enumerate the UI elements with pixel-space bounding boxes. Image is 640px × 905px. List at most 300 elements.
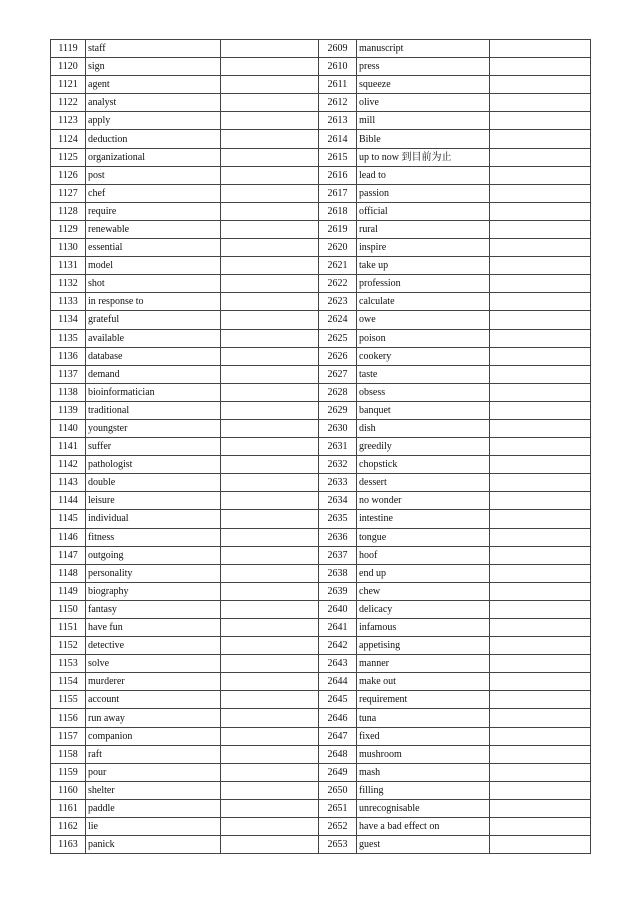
left-word-cell: double <box>86 474 221 492</box>
right-word-cell: owe <box>357 311 490 329</box>
right-number-cell: 2639 <box>319 582 357 600</box>
left-word-cell: shelter <box>86 781 221 799</box>
table-row <box>51 637 591 655</box>
right-word-cell: guest <box>357 836 490 854</box>
left-blank-cell <box>221 691 319 709</box>
left-word-cell: traditional <box>86 401 221 419</box>
right-word-cell: mash <box>357 763 490 781</box>
right-word-cell: fixed <box>357 727 490 745</box>
right-number-cell: 2617 <box>319 184 357 202</box>
left-number-cell: 1123 <box>51 112 86 130</box>
table-row <box>51 691 591 709</box>
left-number-cell: 1131 <box>51 257 86 275</box>
right-number-cell: 2620 <box>319 239 357 257</box>
left-blank-cell <box>221 637 319 655</box>
right-number-cell: 2633 <box>319 474 357 492</box>
right-word-cell: olive <box>357 94 490 112</box>
right-word-cell: take up <box>357 257 490 275</box>
right-word-cell: chew <box>357 582 490 600</box>
right-blank-cell <box>490 347 591 365</box>
right-word-cell: greedily <box>357 438 490 456</box>
left-number-cell: 1121 <box>51 76 86 94</box>
left-number-cell: 1155 <box>51 691 86 709</box>
left-blank-cell <box>221 220 319 238</box>
table-row <box>51 456 591 474</box>
right-blank-cell <box>490 691 591 709</box>
left-blank-cell <box>221 438 319 456</box>
right-number-cell: 2616 <box>319 166 357 184</box>
right-blank-cell <box>490 546 591 564</box>
right-number-cell: 2643 <box>319 655 357 673</box>
left-word-cell: sign <box>86 58 221 76</box>
table-row <box>51 836 591 854</box>
table-row <box>51 438 591 456</box>
right-word-cell: mill <box>357 112 490 130</box>
left-word-cell: analyst <box>86 94 221 112</box>
left-number-cell: 1147 <box>51 546 86 564</box>
right-blank-cell <box>490 836 591 854</box>
table-row <box>51 474 591 492</box>
right-number-cell: 2621 <box>319 257 357 275</box>
right-blank-cell <box>490 166 591 184</box>
right-word-cell: manuscript <box>357 40 490 58</box>
right-number-cell: 2638 <box>319 564 357 582</box>
right-number-cell: 2651 <box>319 799 357 817</box>
right-blank-cell <box>490 257 591 275</box>
left-blank-cell <box>221 474 319 492</box>
left-word-cell: panick <box>86 836 221 854</box>
left-number-cell: 1142 <box>51 456 86 474</box>
right-blank-cell <box>490 799 591 817</box>
right-word-cell: poison <box>357 329 490 347</box>
left-number-cell: 1120 <box>51 58 86 76</box>
left-word-cell: post <box>86 166 221 184</box>
right-word-cell: no wonder <box>357 492 490 510</box>
left-number-cell: 1148 <box>51 564 86 582</box>
left-blank-cell <box>221 383 319 401</box>
right-blank-cell <box>490 492 591 510</box>
right-blank-cell <box>490 202 591 220</box>
right-number-cell: 2646 <box>319 709 357 727</box>
left-blank-cell <box>221 329 319 347</box>
right-blank-cell <box>490 781 591 799</box>
table-row <box>51 763 591 781</box>
right-blank-cell <box>490 528 591 546</box>
left-word-cell: pour <box>86 763 221 781</box>
right-blank-cell <box>490 727 591 745</box>
left-blank-cell <box>221 112 319 130</box>
table-row <box>51 130 591 148</box>
right-blank-cell <box>490 438 591 456</box>
left-blank-cell <box>221 347 319 365</box>
left-number-cell: 1140 <box>51 419 86 437</box>
left-word-cell: companion <box>86 727 221 745</box>
table-row <box>51 600 591 618</box>
right-number-cell: 2630 <box>319 419 357 437</box>
left-word-cell: require <box>86 202 221 220</box>
right-blank-cell <box>490 76 591 94</box>
right-blank-cell <box>490 40 591 58</box>
left-word-cell: grateful <box>86 311 221 329</box>
right-word-cell: up to now 到目前为止 <box>357 148 490 166</box>
left-number-cell: 1136 <box>51 347 86 365</box>
right-number-cell: 2612 <box>319 94 357 112</box>
left-blank-cell <box>221 492 319 510</box>
left-number-cell: 1143 <box>51 474 86 492</box>
table-row <box>51 673 591 691</box>
right-number-cell: 2629 <box>319 401 357 419</box>
left-word-cell: model <box>86 257 221 275</box>
right-word-cell: dessert <box>357 474 490 492</box>
right-word-cell: official <box>357 202 490 220</box>
table-row <box>51 745 591 763</box>
left-number-cell: 1132 <box>51 275 86 293</box>
left-number-cell: 1135 <box>51 329 86 347</box>
left-blank-cell <box>221 673 319 691</box>
right-number-cell: 2650 <box>319 781 357 799</box>
right-number-cell: 2644 <box>319 673 357 691</box>
right-number-cell: 2636 <box>319 528 357 546</box>
table-row <box>51 582 591 600</box>
left-blank-cell <box>221 655 319 673</box>
left-blank-cell <box>221 836 319 854</box>
left-blank-cell <box>221 456 319 474</box>
right-word-cell: inspire <box>357 239 490 257</box>
left-word-cell: available <box>86 329 221 347</box>
right-word-cell: hoof <box>357 546 490 564</box>
left-word-cell: in response to <box>86 293 221 311</box>
left-blank-cell <box>221 40 319 58</box>
left-blank-cell <box>221 745 319 763</box>
left-number-cell: 1145 <box>51 510 86 528</box>
left-number-cell: 1127 <box>51 184 86 202</box>
left-number-cell: 1156 <box>51 709 86 727</box>
left-blank-cell <box>221 184 319 202</box>
right-blank-cell <box>490 184 591 202</box>
left-blank-cell <box>221 148 319 166</box>
left-blank-cell <box>221 401 319 419</box>
right-blank-cell <box>490 130 591 148</box>
left-number-cell: 1151 <box>51 619 86 637</box>
left-word-cell: youngster <box>86 419 221 437</box>
table-row <box>51 799 591 817</box>
right-word-cell: chopstick <box>357 456 490 474</box>
left-blank-cell <box>221 311 319 329</box>
left-blank-cell <box>221 94 319 112</box>
right-blank-cell <box>490 329 591 347</box>
right-word-cell: taste <box>357 365 490 383</box>
left-blank-cell <box>221 709 319 727</box>
table-row <box>51 40 591 58</box>
left-word-cell: outgoing <box>86 546 221 564</box>
table-row <box>51 112 591 130</box>
left-number-cell: 1126 <box>51 166 86 184</box>
right-word-cell: delicacy <box>357 600 490 618</box>
left-blank-cell <box>221 510 319 528</box>
table-row <box>51 781 591 799</box>
left-blank-cell <box>221 58 319 76</box>
table-row <box>51 818 591 836</box>
left-blank-cell <box>221 600 319 618</box>
left-word-cell: have fun <box>86 619 221 637</box>
left-word-cell: murderer <box>86 673 221 691</box>
left-blank-cell <box>221 202 319 220</box>
right-blank-cell <box>490 293 591 311</box>
right-number-cell: 2649 <box>319 763 357 781</box>
right-word-cell: calculate <box>357 293 490 311</box>
left-number-cell: 1157 <box>51 727 86 745</box>
left-number-cell: 1158 <box>51 745 86 763</box>
right-blank-cell <box>490 673 591 691</box>
left-word-cell: shot <box>86 275 221 293</box>
left-word-cell: individual <box>86 510 221 528</box>
left-number-cell: 1133 <box>51 293 86 311</box>
table-row <box>51 220 591 238</box>
left-number-cell: 1144 <box>51 492 86 510</box>
left-blank-cell <box>221 818 319 836</box>
right-number-cell: 2623 <box>319 293 357 311</box>
right-blank-cell <box>490 600 591 618</box>
table-row <box>51 564 591 582</box>
table-row <box>51 528 591 546</box>
right-word-cell: cookery <box>357 347 490 365</box>
right-blank-cell <box>490 582 591 600</box>
right-number-cell: 2648 <box>319 745 357 763</box>
left-word-cell: lie <box>86 818 221 836</box>
left-word-cell: chef <box>86 184 221 202</box>
right-blank-cell <box>490 474 591 492</box>
left-number-cell: 1149 <box>51 582 86 600</box>
right-blank-cell <box>490 220 591 238</box>
right-blank-cell <box>490 510 591 528</box>
left-word-cell: agent <box>86 76 221 94</box>
left-number-cell: 1161 <box>51 799 86 817</box>
right-number-cell: 2645 <box>319 691 357 709</box>
right-number-cell: 2618 <box>319 202 357 220</box>
left-word-cell: paddle <box>86 799 221 817</box>
table-row <box>51 419 591 437</box>
left-blank-cell <box>221 582 319 600</box>
left-number-cell: 1119 <box>51 40 86 58</box>
right-number-cell: 2622 <box>319 275 357 293</box>
right-word-cell: press <box>357 58 490 76</box>
right-number-cell: 2626 <box>319 347 357 365</box>
table-row <box>51 148 591 166</box>
left-number-cell: 1130 <box>51 239 86 257</box>
right-word-cell: Bible <box>357 130 490 148</box>
left-word-cell: fantasy <box>86 600 221 618</box>
right-number-cell: 2634 <box>319 492 357 510</box>
right-number-cell: 2625 <box>319 329 357 347</box>
table-row <box>51 365 591 383</box>
table-row <box>51 401 591 419</box>
table-row <box>51 58 591 76</box>
table-row <box>51 275 591 293</box>
left-word-cell: essential <box>86 239 221 257</box>
vocabulary-table <box>50 39 591 854</box>
left-number-cell: 1159 <box>51 763 86 781</box>
left-word-cell: organizational <box>86 148 221 166</box>
left-number-cell: 1122 <box>51 94 86 112</box>
left-number-cell: 1150 <box>51 600 86 618</box>
table-row <box>51 184 591 202</box>
left-word-cell: suffer <box>86 438 221 456</box>
right-word-cell: mushroom <box>357 745 490 763</box>
left-blank-cell <box>221 564 319 582</box>
right-blank-cell <box>490 401 591 419</box>
table-row <box>51 311 591 329</box>
right-blank-cell <box>490 763 591 781</box>
right-number-cell: 2632 <box>319 456 357 474</box>
left-blank-cell <box>221 275 319 293</box>
right-word-cell: intestine <box>357 510 490 528</box>
left-word-cell: deduction <box>86 130 221 148</box>
right-number-cell: 2615 <box>319 148 357 166</box>
right-number-cell: 2610 <box>319 58 357 76</box>
right-blank-cell <box>490 655 591 673</box>
left-word-cell: apply <box>86 112 221 130</box>
right-number-cell: 2614 <box>319 130 357 148</box>
right-number-cell: 2628 <box>319 383 357 401</box>
left-word-cell: account <box>86 691 221 709</box>
left-blank-cell <box>221 799 319 817</box>
left-word-cell: fitness <box>86 528 221 546</box>
right-word-cell: requirement <box>357 691 490 709</box>
right-number-cell: 2611 <box>319 76 357 94</box>
left-number-cell: 1153 <box>51 655 86 673</box>
left-number-cell: 1154 <box>51 673 86 691</box>
right-blank-cell <box>490 112 591 130</box>
table-row <box>51 76 591 94</box>
left-blank-cell <box>221 293 319 311</box>
right-number-cell: 2640 <box>319 600 357 618</box>
left-word-cell: run away <box>86 709 221 727</box>
left-number-cell: 1124 <box>51 130 86 148</box>
right-word-cell: rural <box>357 220 490 238</box>
right-blank-cell <box>490 818 591 836</box>
right-word-cell: dish <box>357 419 490 437</box>
right-number-cell: 2653 <box>319 836 357 854</box>
table-row <box>51 202 591 220</box>
left-blank-cell <box>221 130 319 148</box>
right-blank-cell <box>490 311 591 329</box>
table-row <box>51 655 591 673</box>
left-blank-cell <box>221 166 319 184</box>
table-row <box>51 383 591 401</box>
left-word-cell: solve <box>86 655 221 673</box>
right-word-cell: have a bad effect on <box>357 818 490 836</box>
left-word-cell: demand <box>86 365 221 383</box>
left-number-cell: 1160 <box>51 781 86 799</box>
left-blank-cell <box>221 781 319 799</box>
left-number-cell: 1129 <box>51 220 86 238</box>
left-word-cell: staff <box>86 40 221 58</box>
right-word-cell: profession <box>357 275 490 293</box>
right-word-cell: end up <box>357 564 490 582</box>
table-row <box>51 510 591 528</box>
left-word-cell: personality <box>86 564 221 582</box>
right-blank-cell <box>490 637 591 655</box>
right-blank-cell <box>490 58 591 76</box>
table-row <box>51 546 591 564</box>
table-row <box>51 347 591 365</box>
left-blank-cell <box>221 528 319 546</box>
right-number-cell: 2642 <box>319 637 357 655</box>
left-number-cell: 1139 <box>51 401 86 419</box>
right-number-cell: 2637 <box>319 546 357 564</box>
right-number-cell: 2627 <box>319 365 357 383</box>
left-word-cell: leisure <box>86 492 221 510</box>
left-number-cell: 1163 <box>51 836 86 854</box>
right-word-cell: filling <box>357 781 490 799</box>
left-word-cell: database <box>86 347 221 365</box>
right-word-cell: passion <box>357 184 490 202</box>
table-row <box>51 293 591 311</box>
left-blank-cell <box>221 727 319 745</box>
right-number-cell: 2635 <box>319 510 357 528</box>
right-blank-cell <box>490 564 591 582</box>
table-row <box>51 94 591 112</box>
left-word-cell: detective <box>86 637 221 655</box>
right-word-cell: obsess <box>357 383 490 401</box>
left-blank-cell <box>221 239 319 257</box>
right-number-cell: 2619 <box>319 220 357 238</box>
table-row <box>51 239 591 257</box>
right-word-cell: appetising <box>357 637 490 655</box>
left-word-cell: pathologist <box>86 456 221 474</box>
right-blank-cell <box>490 456 591 474</box>
table-row <box>51 727 591 745</box>
right-word-cell: manner <box>357 655 490 673</box>
left-blank-cell <box>221 419 319 437</box>
left-blank-cell <box>221 763 319 781</box>
table-row <box>51 166 591 184</box>
left-word-cell: renewable <box>86 220 221 238</box>
left-number-cell: 1128 <box>51 202 86 220</box>
left-number-cell: 1146 <box>51 528 86 546</box>
right-number-cell: 2631 <box>319 438 357 456</box>
left-blank-cell <box>221 76 319 94</box>
right-word-cell: infamous <box>357 619 490 637</box>
right-number-cell: 2641 <box>319 619 357 637</box>
right-word-cell: unrecognisable <box>357 799 490 817</box>
right-word-cell: make out <box>357 673 490 691</box>
right-blank-cell <box>490 419 591 437</box>
left-word-cell: raft <box>86 745 221 763</box>
right-number-cell: 2624 <box>319 311 357 329</box>
left-number-cell: 1152 <box>51 637 86 655</box>
table-row <box>51 709 591 727</box>
left-blank-cell <box>221 257 319 275</box>
left-blank-cell <box>221 619 319 637</box>
right-number-cell: 2609 <box>319 40 357 58</box>
right-blank-cell <box>490 365 591 383</box>
right-number-cell: 2613 <box>319 112 357 130</box>
right-blank-cell <box>490 709 591 727</box>
left-word-cell: biography <box>86 582 221 600</box>
left-blank-cell <box>221 365 319 383</box>
left-number-cell: 1134 <box>51 311 86 329</box>
right-word-cell: banquet <box>357 401 490 419</box>
left-blank-cell <box>221 546 319 564</box>
left-number-cell: 1125 <box>51 148 86 166</box>
vocabulary-table-body <box>51 40 591 854</box>
table-row <box>51 257 591 275</box>
left-word-cell: bioinformatician <box>86 383 221 401</box>
right-number-cell: 2647 <box>319 727 357 745</box>
table-row <box>51 492 591 510</box>
table-row <box>51 619 591 637</box>
